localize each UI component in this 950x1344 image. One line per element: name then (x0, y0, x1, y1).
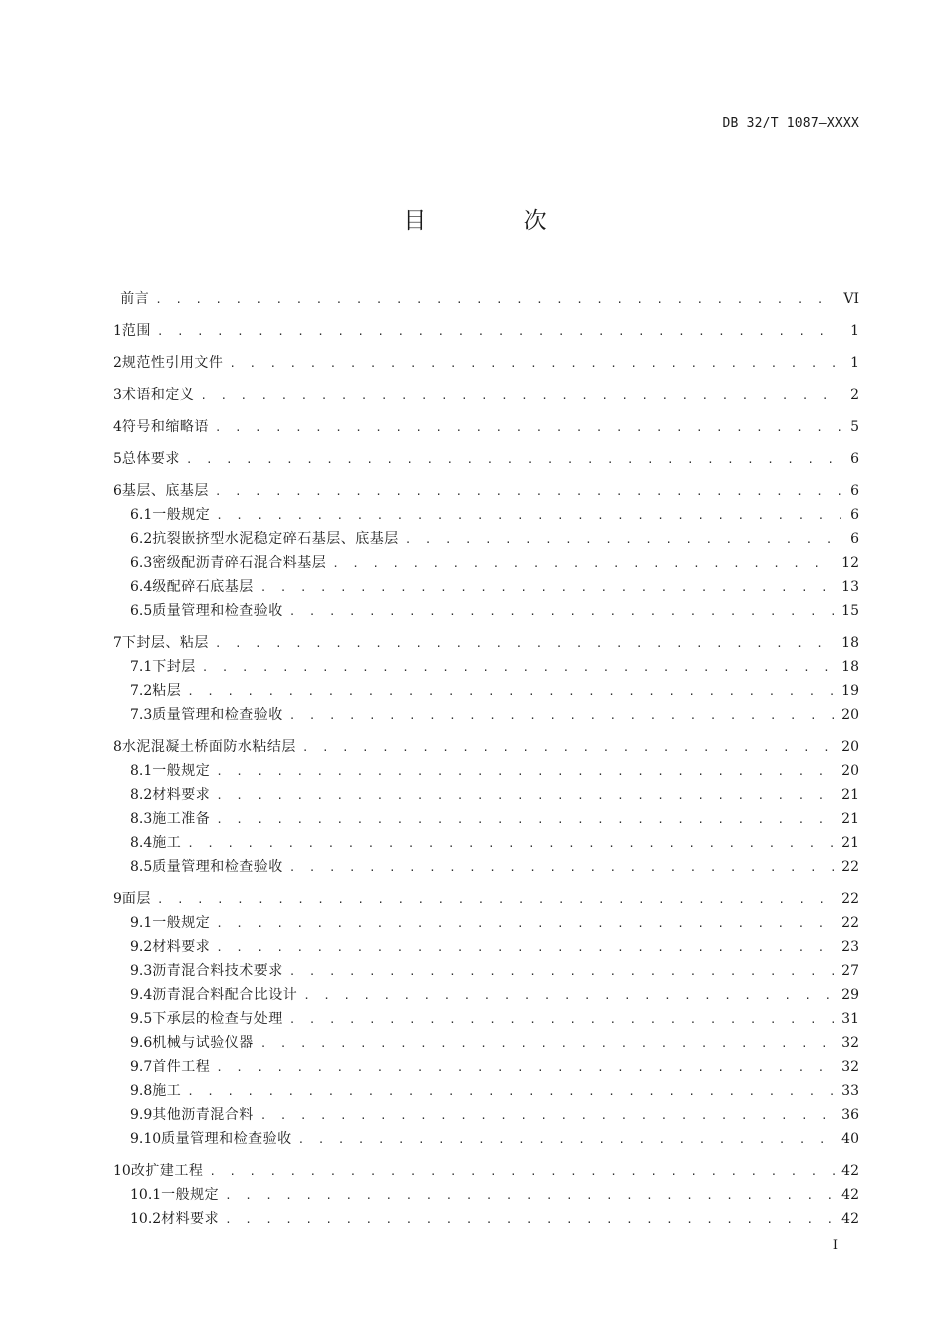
toc-entry-number: 7 (113, 635, 122, 651)
toc-entry[interactable] (113, 448, 859, 472)
toc-entry-number: 6.5 (130, 603, 153, 619)
toc-entry[interactable] (113, 384, 859, 408)
toc-entry-number: 6.3 (130, 555, 153, 571)
toc-leader-dots (260, 581, 835, 594)
toc-entry-number: 9.7 (130, 1059, 153, 1075)
toc-entry-title: 级配碎石底基层 (152, 579, 254, 595)
toc-entry-page: 42 (841, 1163, 859, 1179)
toc-entry[interactable] (113, 416, 859, 440)
toc-entry-page: 1 (850, 355, 859, 371)
toc-leader-dots (225, 1213, 835, 1226)
toc-entry-number: 6.1 (130, 507, 153, 523)
toc-entry-page: 20 (841, 763, 859, 779)
toc-entry-number: 9.1 (130, 915, 153, 931)
toc-entry-page: 13 (841, 579, 859, 595)
toc-entry-page: 42 (841, 1211, 859, 1227)
toc-leader-dots (289, 965, 835, 978)
toc-entry-title: 规范性引用文件 (121, 355, 224, 371)
toc-leader-dots (225, 1189, 835, 1202)
toc-entry-page: 21 (841, 835, 859, 851)
toc-entry[interactable] (113, 480, 859, 504)
toc-entry[interactable] (113, 704, 859, 728)
toc-entry-number: 8.2 (130, 787, 153, 803)
toc-leader-dots (216, 765, 835, 778)
toc-entry[interactable] (113, 1160, 859, 1184)
toc-entry-page: 22 (841, 859, 859, 875)
toc-entry[interactable] (113, 1080, 859, 1104)
toc-entry-page: 31 (841, 1011, 859, 1027)
toc-entry-page: 21 (841, 787, 859, 803)
toc-entry-title: 粘层 (152, 683, 182, 699)
toc-entry-page: 23 (841, 939, 859, 955)
toc-leader-dots (229, 357, 841, 370)
toc-entry[interactable] (113, 736, 859, 760)
toc-entry-number: 8.3 (130, 811, 153, 827)
toc-leader-dots (260, 1109, 835, 1122)
toc-entry-title: 施工 (152, 1083, 182, 1099)
toc-entry-title: 施工 (152, 835, 182, 851)
toc-entry-number: 6.2 (130, 531, 153, 547)
toc-entry-title: 术语和定义 (121, 387, 195, 403)
toc-leader-dots (216, 1061, 835, 1074)
toc-entry[interactable] (113, 808, 859, 832)
toc-leader-dots (298, 1133, 836, 1146)
toc-entry-page: 22 (841, 915, 859, 931)
toc-entry[interactable] (113, 632, 859, 656)
toc-entry-page: 36 (841, 1107, 859, 1123)
toc-entry-title: 下封层 (152, 659, 196, 675)
toc-entry-title: 密级配沥青碎石混合料基层 (152, 555, 327, 571)
toc-entry-number: 8 (113, 739, 122, 755)
toc-entry[interactable] (113, 760, 859, 784)
toc-leader-dots (216, 917, 835, 930)
toc-entry-number: 4 (113, 419, 122, 435)
toc-entry[interactable] (113, 352, 859, 376)
toc-entry[interactable] (113, 1008, 859, 1032)
toc-entry-page: 5 (850, 419, 859, 435)
toc-entry-title: 质量管理和检查验收 (161, 1131, 292, 1147)
toc-leader-dots (187, 837, 835, 850)
toc-entry-number: 5 (113, 451, 122, 467)
toc-entry-page: 15 (841, 603, 859, 619)
toc-entry-title: 范围 (121, 323, 151, 339)
toc-entry-page: 33 (841, 1083, 859, 1099)
toc-entry-title: 一般规定 (152, 915, 211, 931)
toc-entry-page: 6 (850, 451, 859, 467)
toc-entry[interactable] (113, 320, 859, 344)
toc-entry-number: 9.5 (130, 1011, 153, 1027)
toc-entry-title: 材料要求 (161, 1211, 220, 1227)
toc-entry-number: 3 (113, 387, 122, 403)
toc-entry-title: 施工准备 (152, 811, 211, 827)
toc-entry[interactable] (113, 784, 859, 808)
toc-entry-page: 1 (850, 323, 859, 339)
toc-entry-page: 22 (841, 891, 859, 907)
toc-leader-dots (215, 637, 835, 650)
toc-entry-title: 质量管理和检查验收 (152, 707, 283, 723)
toc-entry-page: VI (843, 291, 859, 307)
toc-entry[interactable] (113, 1056, 859, 1080)
toc-entry-number: 10 (113, 1163, 131, 1179)
toc-entry[interactable] (113, 832, 859, 856)
toc-entry-title: 首件工程 (152, 1059, 211, 1075)
toc-leader-dots (209, 1165, 835, 1178)
toc-leader-dots (289, 709, 835, 722)
toc-entry[interactable] (113, 1032, 859, 1056)
toc-entry[interactable] (113, 288, 859, 312)
toc-entry-number: 7.3 (130, 707, 153, 723)
toc-entry-title: 符号和缩略语 (121, 419, 209, 435)
toc-entry[interactable] (113, 912, 859, 936)
toc-entry-page: 42 (841, 1187, 859, 1203)
toc-entry-title: 下封层、粘层 (121, 635, 209, 651)
toc-entry-title: 材料要求 (152, 939, 211, 955)
toc-entry-page: 6 (850, 483, 859, 499)
toc-entry-number: 7.1 (130, 659, 153, 675)
toc-leader-dots (202, 661, 835, 674)
toc-leader-dots (155, 293, 837, 306)
toc-entry-page: 32 (841, 1035, 859, 1051)
toc-leader-dots (405, 533, 841, 546)
toc-entry-page: 20 (841, 739, 859, 755)
toc-entry-number: 9 (113, 891, 122, 907)
toc-entry-title: 前言 (120, 291, 150, 307)
toc-entry-title: 一般规定 (152, 763, 211, 779)
toc-entry-title: 材料要求 (152, 787, 211, 803)
toc-entry[interactable] (113, 888, 859, 912)
toc-entry[interactable] (113, 960, 859, 984)
table-of-contents (113, 288, 859, 1232)
toc-entry-title: 总体要求 (121, 451, 180, 467)
toc-entry-number: 1 (113, 323, 122, 339)
toc-entry-page: 6 (850, 531, 859, 547)
toc-leader-dots (289, 861, 835, 874)
toc-entry-title: 一般规定 (152, 507, 211, 523)
toc-leader-dots (216, 941, 835, 954)
toc-entry-title: 水泥混凝土桥面防水粘结层 (121, 739, 296, 755)
toc-leader-dots (187, 1085, 835, 1098)
toc-leader-dots (332, 557, 835, 570)
toc-entry-title: 基层、底基层 (121, 483, 209, 499)
toc-entry-number: 9.9 (130, 1107, 153, 1123)
toc-entry-page: 18 (841, 635, 859, 651)
toc-entry-title: 沥青混合料配合比设计 (152, 987, 298, 1003)
toc-entry-number: 10.2 (130, 1211, 162, 1227)
toc-entry-page: 12 (841, 555, 859, 571)
toc-entry[interactable] (113, 984, 859, 1008)
toc-leader-dots (200, 389, 841, 402)
toc-entry[interactable] (113, 552, 859, 576)
toc-entry[interactable] (113, 680, 859, 704)
toc-entry-title: 质量管理和检查验收 (152, 859, 283, 875)
toc-entry-page: 32 (841, 1059, 859, 1075)
toc-entry[interactable] (113, 1208, 859, 1232)
toc-entry[interactable] (113, 528, 859, 552)
toc-entry[interactable] (113, 656, 859, 680)
toc-entry-title: 面层 (121, 891, 151, 907)
toc-entry-title: 机械与试验仪器 (152, 1035, 254, 1051)
toc-entry[interactable] (113, 576, 859, 600)
toc-leader-dots (289, 1013, 835, 1026)
toc-entry[interactable] (113, 1104, 859, 1128)
toc-entry-page: 29 (841, 987, 859, 1003)
toc-entry-title: 抗裂嵌挤型水泥稳定碎石基层、底基层 (152, 531, 399, 547)
toc-entry-page: 20 (841, 707, 859, 723)
toc-entry[interactable] (113, 504, 859, 528)
toc-entry-number: 9.2 (130, 939, 153, 955)
toc-entry-title: 其他沥青混合料 (152, 1107, 254, 1123)
toc-leader-dots (186, 453, 841, 466)
toc-entry-number: 9.3 (130, 963, 153, 979)
toc-entry-number: 7.2 (130, 683, 153, 699)
toc-entry-number: 9.4 (130, 987, 153, 1003)
toc-entry-title: 沥青混合料技术要求 (152, 963, 283, 979)
toc-entry-number: 6.4 (130, 579, 153, 595)
toc-leader-dots (215, 421, 841, 434)
document-code: DB 32/T 1087—XXXX (722, 116, 859, 131)
toc-leader-dots (216, 789, 835, 802)
toc-entry-title: 一般规定 (161, 1187, 220, 1203)
toc-entry-title: 改扩建工程 (130, 1163, 204, 1179)
toc-entry-number: 8.5 (130, 859, 153, 875)
toc-entry-number: 6 (113, 483, 122, 499)
toc-leader-dots (215, 485, 841, 498)
toc-entry-page: 21 (841, 811, 859, 827)
toc-leader-dots (216, 509, 841, 522)
toc-entry-number: 9.8 (130, 1083, 153, 1099)
toc-entry-page: 27 (841, 963, 859, 979)
toc-leader-dots (302, 741, 835, 754)
toc-entry-number: 9.10 (130, 1131, 162, 1147)
toc-leader-dots (187, 685, 835, 698)
toc-leader-dots (157, 893, 835, 906)
toc-entry[interactable] (113, 1128, 859, 1152)
toc-entry-title: 质量管理和检查验收 (152, 603, 283, 619)
toc-entry-number: 8.4 (130, 835, 153, 851)
toc-leader-dots (260, 1037, 835, 1050)
page-title: 目 次 (403, 208, 592, 234)
toc-entry-page: 40 (841, 1131, 859, 1147)
toc-entry[interactable] (113, 856, 859, 880)
toc-leader-dots (216, 813, 835, 826)
toc-entry[interactable] (113, 600, 859, 624)
toc-entry-number: 9.6 (130, 1035, 153, 1051)
toc-entry-page: 18 (841, 659, 859, 675)
toc-entry-number: 8.1 (130, 763, 153, 779)
toc-entry-page: 19 (841, 683, 859, 699)
toc-entry[interactable] (113, 1184, 859, 1208)
toc-entry-number: 10.1 (130, 1187, 162, 1203)
toc-entry-number: 2 (113, 355, 122, 371)
toc-leader-dots (303, 989, 835, 1002)
toc-entry-page: 2 (850, 387, 859, 403)
toc-leader-dots (289, 605, 835, 618)
toc-entry-page: 6 (850, 507, 859, 523)
toc-leader-dots (157, 325, 841, 338)
page-number: I (832, 1238, 838, 1253)
toc-entry[interactable] (113, 936, 859, 960)
toc-entry-title: 下承层的检查与处理 (152, 1011, 283, 1027)
